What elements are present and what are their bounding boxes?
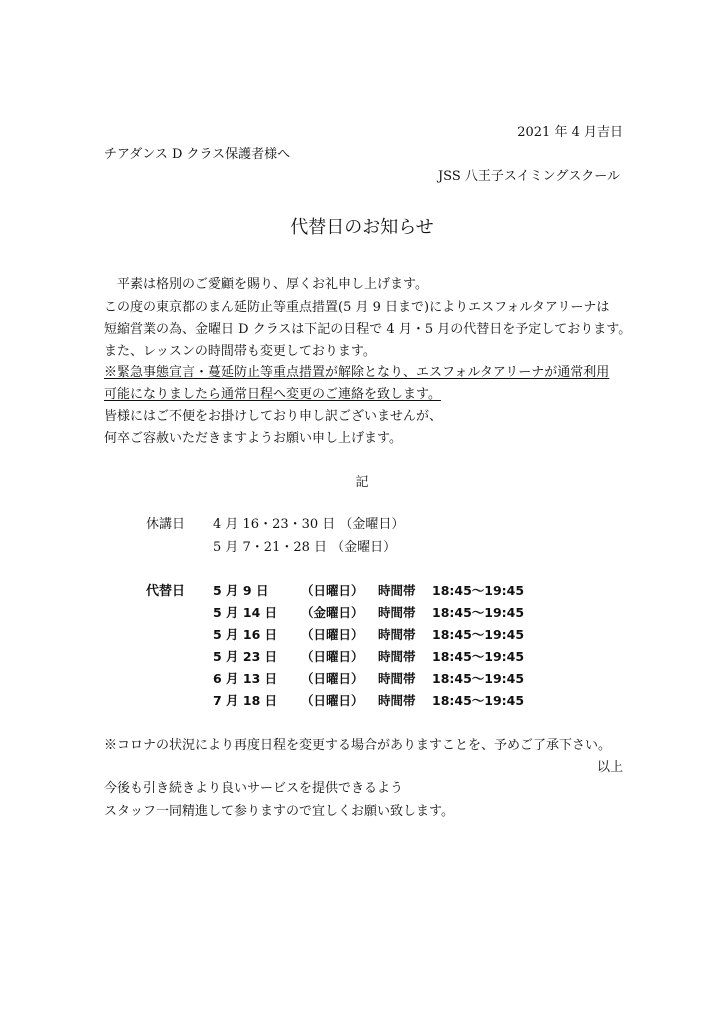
closing-line: スタッフ一同精進して参りますので宜しくお願い致します。 — [104, 804, 454, 819]
time-slot: 18:45～19:45 — [432, 583, 525, 598]
cancelled-days-line: 4 月 16・23・30 日 （金曜日） — [213, 517, 405, 532]
time-slot: 18:45～19:45 — [432, 605, 525, 620]
cancelled-days-line: 5 月 7・21・28 日 （金曜日） — [213, 540, 397, 555]
sender: JSS 八王子スイミングスクール — [437, 169, 620, 184]
time-slot-label: 時間帯 — [378, 583, 416, 598]
recipient: チアダンス D クラス保護者様へ — [104, 147, 291, 162]
time-slot-label: 時間帯 — [378, 693, 416, 708]
body-line: 短縮営業の為、金曜日 D クラスは下記の日程で 4 月・5 月の代替日を予定しております。 — [104, 322, 632, 337]
substitute-date: 6 月 13 日 — [213, 671, 278, 686]
substitute-weekday: （日曜日） — [301, 649, 364, 664]
substitute-weekday: （日曜日） — [301, 583, 364, 598]
substitute-weekday: （金曜日） — [301, 605, 364, 620]
body-line: 平素は格別のご愛顧を賜り、厚くお礼申し上げます。 — [104, 277, 428, 292]
time-slot: 18:45～19:45 — [432, 671, 525, 686]
ijo-closing-mark: 以上 — [596, 760, 623, 775]
substitute-weekday: （日曜日） — [301, 693, 364, 708]
substitute-date: 5 月 14 日 — [213, 605, 278, 620]
apology-line: 何卒ご容赦いただきますようお願い申し上げます。 — [104, 431, 402, 446]
underlined-notice-line: 可能になりましたら通常日程へ変更のご連絡を致します。 — [104, 387, 441, 402]
substitute-weekday: （日曜日） — [301, 671, 364, 686]
covid-note: ※コロナの状況により再度日程を変更する場合がありますことを、予めご了承下さい。 — [104, 738, 612, 753]
cancelled-days-label: 休講日 — [146, 517, 186, 532]
substitute-weekday: （日曜日） — [301, 627, 364, 642]
substitute-date: 7 月 18 日 — [213, 693, 278, 708]
time-slot: 18:45～19:45 — [432, 693, 525, 708]
time-slot-label: 時間帯 — [378, 605, 416, 620]
time-slot-label: 時間帯 — [378, 671, 416, 686]
apology-line: 皆様にはご不便をお掛けしており申し訳ございませんが、 — [104, 409, 443, 424]
substitute-date: 5 月 9 日 — [213, 583, 269, 598]
time-slot: 18:45～19:45 — [432, 649, 525, 664]
substitute-days-label: 代替日 — [146, 584, 186, 599]
time-slot: 18:45～19:45 — [432, 627, 525, 642]
ki-heading: 記 — [355, 475, 369, 490]
substitute-date: 5 月 23 日 — [213, 649, 278, 664]
substitute-date: 5 月 16 日 — [213, 627, 278, 642]
underlined-notice-line: ※緊急事態宣言・蔓延防止等重点措置が解除となり、エスフォルタアリーナが通常利用 — [104, 365, 610, 380]
page-title: 代替日のお知らせ — [290, 217, 434, 238]
closing-line: 今後も引き続きより良いサービスを提供できるよう — [104, 781, 404, 796]
issue-date: 2021 年 4 月吉日 — [517, 125, 623, 140]
time-slot-label: 時間帯 — [378, 627, 416, 642]
time-slot-label: 時間帯 — [378, 649, 416, 664]
body-line: この度の東京都のまん延防止等重点措置(5 月 9 日まで)によりエスフォルタアリーナは — [104, 300, 610, 315]
body-line: また、レッスンの時間帯も変更しております。 — [104, 344, 376, 359]
